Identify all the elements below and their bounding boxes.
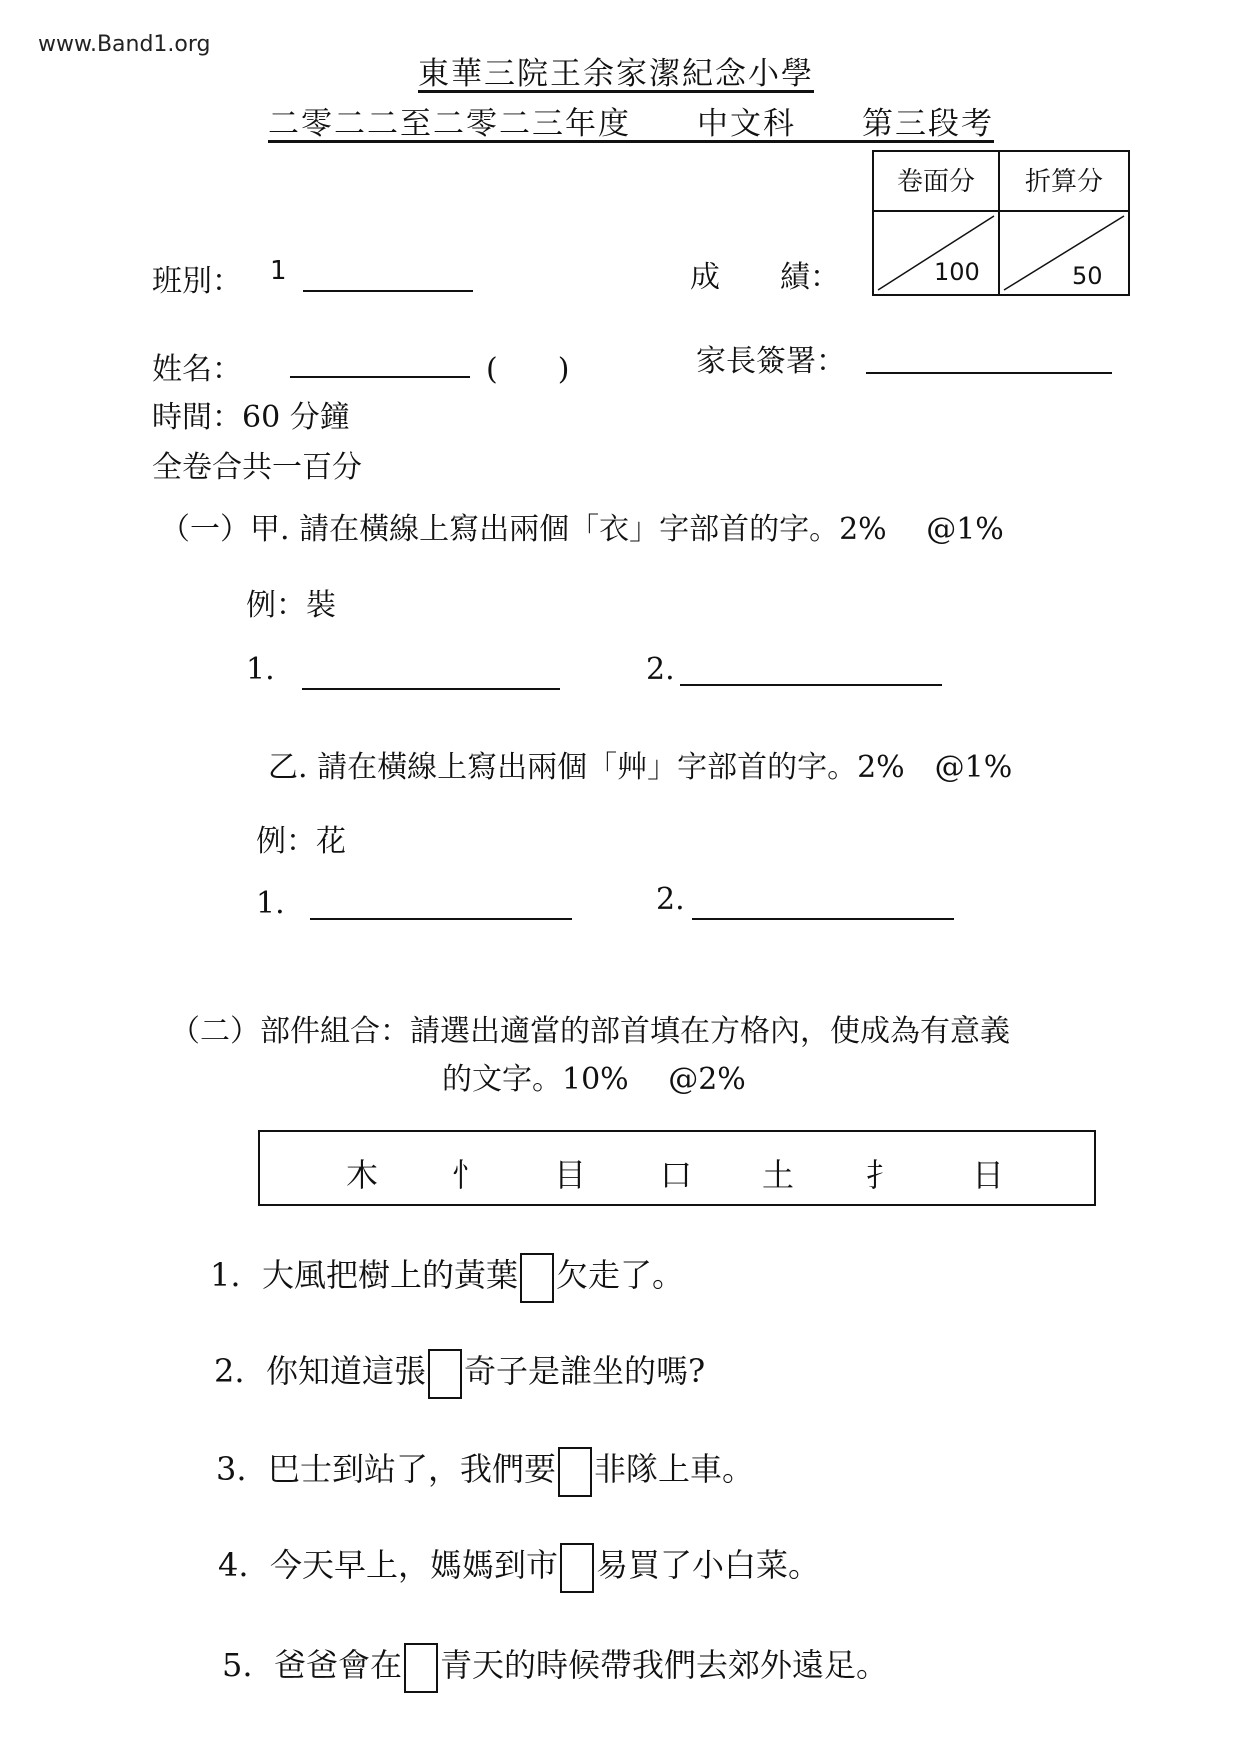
question-item <box>218 1540 820 1593</box>
question-text-after: 非隊上車。 <box>594 1450 755 1488</box>
section1-part-a-example: 例：裝 <box>246 588 336 623</box>
exam-title: 二零二二至二零二三年度 中文科 第三段考 <box>268 106 994 142</box>
question-item <box>222 1640 888 1693</box>
question-text-before: 巴士到站了，我們要 <box>268 1450 557 1488</box>
website-watermark: www.Band1.org <box>38 32 211 57</box>
section1-part-b-num1: 1. <box>256 886 285 921</box>
question-text-after: 奇子是誰坐的嗎? <box>464 1352 706 1390</box>
radical-option: 日 <box>972 1156 1005 1194</box>
radical-option: 木 <box>346 1156 379 1194</box>
question-number: 2. <box>214 1352 245 1390</box>
section1-part-b-num2: 2. <box>656 882 685 917</box>
question-item <box>210 1250 684 1303</box>
question-text-before: 大風把樹上的黃葉 <box>262 1256 519 1294</box>
section1-part-a-num2: 2. <box>646 652 675 687</box>
parent-signature-label: 家長簽署： <box>696 344 846 379</box>
radical-choices-box <box>258 1130 1096 1206</box>
name-label: 姓名： <box>152 352 242 387</box>
parent-signature-line[interactable] <box>866 372 1112 374</box>
name-blank-line[interactable] <box>290 376 470 378</box>
class-label: 班別： <box>152 264 242 299</box>
score-table <box>872 150 1130 296</box>
class-value: 1 <box>270 256 287 286</box>
exam-time: 時間：60 分鐘 <box>152 400 350 435</box>
question-number: 1. <box>210 1256 241 1294</box>
answer-box[interactable] <box>520 1253 554 1303</box>
score-table-header-raw: 卷面分 <box>896 167 975 197</box>
radical-option: 口 <box>660 1156 693 1194</box>
question-item <box>214 1346 705 1399</box>
answer-box[interactable] <box>560 1543 594 1593</box>
section1-part-b-title: 乙. 請在橫線上寫出兩個「艸」字部首的字。2% @1% <box>268 750 1013 785</box>
question-text-after: 欠走了。 <box>556 1256 685 1294</box>
section1-part-a-num1: 1. <box>246 652 275 687</box>
section1-part-a-answer2-line[interactable] <box>680 684 942 686</box>
answer-box[interactable] <box>428 1349 462 1399</box>
score-converted-total: 50 <box>1072 262 1103 290</box>
school-name: 東華三院王余家潔紀念小學 <box>418 56 814 92</box>
question-text-before: 你知道這張 <box>266 1352 427 1390</box>
question-text-after: 易買了小白菜。 <box>596 1546 821 1584</box>
score-raw-total: 100 <box>934 258 980 286</box>
radical-option: 扌 <box>866 1156 899 1194</box>
answer-box[interactable] <box>558 1447 592 1497</box>
score-label: 成 績： <box>690 260 840 295</box>
question-text-before: 今天早上，媽媽到市 <box>270 1546 559 1584</box>
section2-title-line1: （二）部件組合：請選出適當的部首填在方格內，使成為有意義 <box>170 1014 1010 1049</box>
question-number: 3. <box>216 1450 247 1488</box>
question-text-before: 爸爸會在 <box>274 1646 403 1684</box>
answer-box[interactable] <box>404 1643 438 1693</box>
class-blank-line[interactable] <box>303 290 473 292</box>
section1-part-b-example: 例：花 <box>256 824 346 859</box>
section1-part-b-answer1-line[interactable] <box>310 918 572 920</box>
section2-title-line2: 的文字。10% @2% <box>442 1062 746 1097</box>
radical-option: 土 <box>762 1156 795 1194</box>
section1-part-b-answer2-line[interactable] <box>692 918 954 920</box>
exam-total-marks: 全卷合共一百分 <box>152 450 362 485</box>
question-item <box>216 1444 754 1497</box>
class-number-paren: ( ) <box>486 352 570 387</box>
radical-option: 忄 <box>452 1156 485 1194</box>
question-text-after: 青天的時候帶我們去郊外遠足。 <box>440 1646 889 1684</box>
section1-part-a-title: （一）甲. 請在橫線上寫出兩個「衣」字部首的字。2% @1% <box>160 512 1004 547</box>
question-number: 4. <box>218 1546 249 1584</box>
section1-part-a-answer1-line[interactable] <box>302 688 560 690</box>
radical-option: 目 <box>554 1156 587 1194</box>
score-table-header-converted: 折算分 <box>1024 167 1103 197</box>
question-number: 5. <box>222 1646 253 1684</box>
